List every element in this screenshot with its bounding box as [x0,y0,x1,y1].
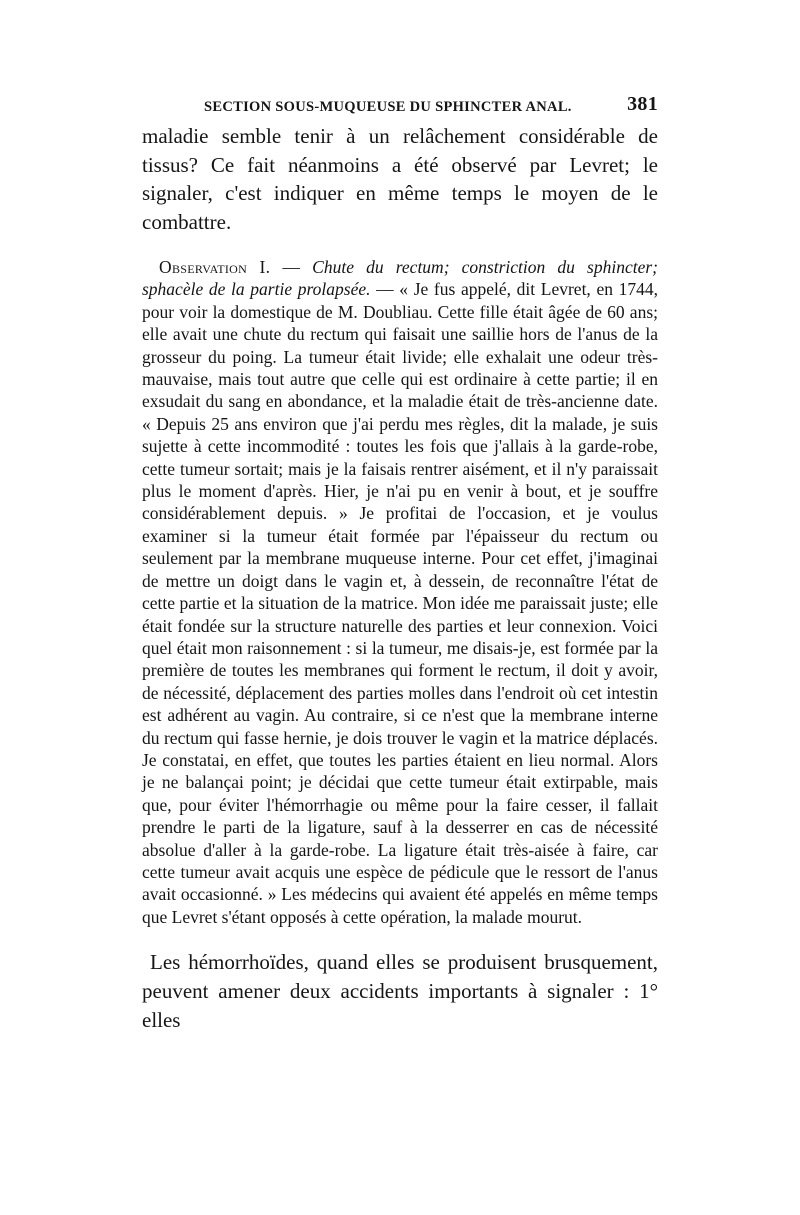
running-title: SECTION SOUS-MUQUEUSE DU SPHINCTER ANAL. [204,99,572,115]
running-header [142,94,658,120]
observation-dash: — [270,257,313,277]
book-page [142,94,658,1035]
observation-text: — « Je fus appelé, dit Levret, en 1744, pour voir la domestique de M. Doubliau. Cette fille était âgée de 60 ans; elle avait une chute du rectum qui faisait une saillie hors de l'anus de la grosseur du poing. La tumeur était livide; elle exhalait une odeur très-mauvaise, mais tout autre que celle qui est ordinaire à cette partie; il en exsudait du sang en abondance, et la maladie était de très-ancienne date. « Depuis 25 ans environ que j'ai perdu mes règles, dit la malade, je suis sujette à cette incommodité : toutes les fois que j'allais à la garde-robe, cette tumeur sortait; mais je la faisais rentrer aisément, et il n'y paraissait plus le moment d'après. Hier, je n'ai pu en venir à bout, et je souffre considérablement depuis. » Je profitai de l'occasion, et je voulus examiner si la tumeur était formée par l'épaisseur du rectum ou seulement par la membrane muqueuse interne. Pour cet effet, j'imaginai de mettre un doigt dans le vagin et, à dessein, de reconnaître l'état de cette partie et la situation de la matrice. Mon idée me paraissait juste; elle était fondée sur la structure naturelle des parties et leur connexion. Voici quel était mon raisonnement : si la tumeur, me disais-je, est formée par la première de toutes les membranes qui forment le rectum, il doit y avoir, de nécessité, déplacement des parties molles dans l'endroit où cet intestin est adhérent au vagin. Au contraire, si ce n'est que la membrane interne du rectum qui fasse hernie, je dois trouver le vagin et la matrice déplacés. Je constatai, en effet, que toutes les parties étaient en lieu normal. Alors je ne balançai point; je décidai que cette tumeur était extirpable, mais que, pour éviter l'hémorrhagie ou même pour la faire cesser, il fallait prendre le parti de la ligature, sauf à la desserrer en cas de nécessité absolue d'aller à la garde-robe. La ligature était très-aisée à faire, car cette tumeur avait acquis une espèce de pédicule que le ressort de l'anus avait occasionné. » Les médecins qui avaient été appelés en même temps que Levret s'étant opposés à cette opération, la malade mourut. [142,279,658,927]
observation-paragraph [142,256,658,928]
closing-paragraph: Les hémorrhoïdes, quand elles se produisent brusquement, peuvent amener deux accidents importants à signaler : 1° elles [142,950,658,1033]
observation-label: Observation I. [159,257,271,277]
intro-paragraph: maladie semble tenir à un relâchement considérable de tissus? Ce fait néanmoins a été observé par Levret; le signaler, c'est indiquer en même temps le moyen de le combattre. [142,124,658,234]
page-number: 381 [627,93,658,115]
observation-title: Chute du rectum; constriction du sphincter; sphacèle de la partie prolapsée. [142,257,659,300]
